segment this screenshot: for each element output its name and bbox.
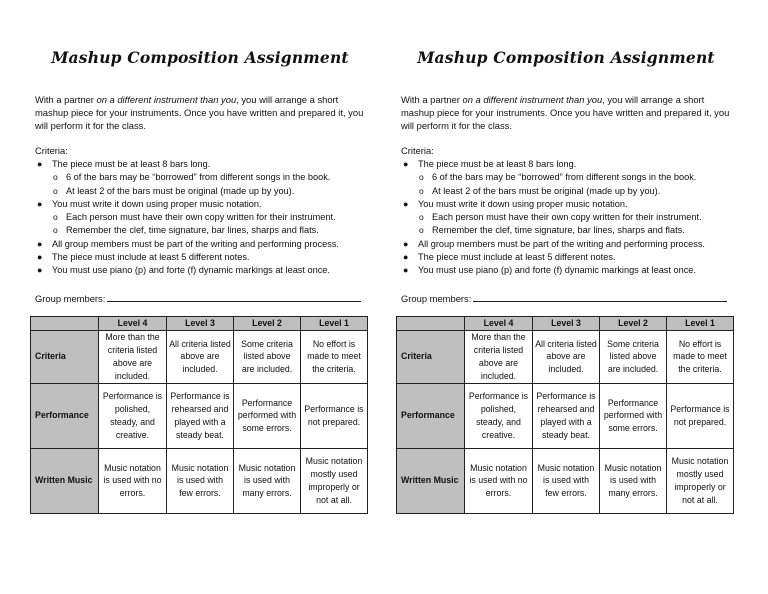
circle-bullet-icon: o — [53, 225, 58, 236]
rubric-cell: Performance is not prepared. — [301, 383, 368, 448]
rubric-table — [30, 316, 368, 514]
bullet-icon: ● — [37, 265, 43, 275]
rubric-header-level-3: Level 3 — [533, 317, 600, 331]
criteria-list — [401, 158, 737, 277]
criteria-subitem — [401, 211, 737, 224]
rubric-row-label: Performance — [397, 383, 465, 448]
rubric-header-level-1: Level 1 — [301, 317, 368, 331]
assignment-sheet-left — [30, 0, 370, 594]
rubric-cell: Performance is not prepared. — [667, 383, 734, 448]
circle-bullet-icon: o — [419, 212, 424, 222]
intro-text-end: , you will arrange a short mashup piece for your instruments. Once you have written and prepared it, you will perform it for the class. — [401, 94, 730, 132]
rubric-row-label: Performance — [31, 383, 99, 448]
rubric-table — [396, 316, 734, 514]
page-title: Mashup Composition Assignment — [417, 48, 715, 67]
bullet-icon: ● — [403, 238, 409, 249]
intro-text-start: With a partner — [35, 94, 97, 105]
rubric-row-performance — [31, 383, 368, 448]
rubric-header-row — [31, 317, 368, 331]
criteria-item — [401, 198, 737, 211]
criteria-item — [401, 158, 737, 171]
rubric-cell: Some criteria listed above are included. — [600, 330, 667, 383]
rubric-cell: Music notation is used with many errors. — [234, 448, 301, 513]
rubric-cell: No effort is made to meet the criteria. — [667, 330, 734, 383]
rubric-row-label: Criteria — [31, 330, 99, 383]
criteria-subitem-text: Remember the clef, time signature, bar lines, sharps and flats. — [66, 225, 319, 236]
rubric-cell: Performance is rehearsed and played with a steady beat. — [167, 383, 234, 448]
rubric-cell: Performance is polished, steady, and creative. — [99, 383, 167, 448]
bullet-icon: ● — [37, 198, 43, 209]
intro-paragraph — [35, 93, 369, 133]
intro-text-emphasis: on a different instrument than you — [462, 94, 603, 105]
intro-text-emphasis: on a different instrument than you — [96, 94, 237, 105]
circle-bullet-icon: o — [419, 225, 424, 236]
rubric-cell: All criteria listed above are included. — [533, 330, 600, 383]
rubric-row-label: Written Music — [31, 448, 99, 513]
criteria-item-text: You must write it down using proper music notation. — [418, 198, 628, 209]
assignment-sheet-right — [396, 0, 736, 594]
criteria-item-text: You must write it down using proper music notation. — [52, 198, 262, 209]
group-members-field — [35, 292, 361, 304]
rubric-header-level-4: Level 4 — [465, 317, 533, 331]
bullet-icon: ● — [403, 265, 409, 275]
rubric-cell: More than the criteria listed above are included. — [465, 330, 533, 383]
rubric-cell: More than the criteria listed above are included. — [99, 330, 167, 383]
circle-bullet-icon: o — [53, 212, 58, 222]
rubric-header-corner — [397, 317, 465, 331]
rubric-header-row — [397, 317, 734, 331]
circle-bullet-icon: o — [419, 185, 424, 196]
criteria-subitem-text: 6 of the bars may be “borrowed” from different songs in the book. — [432, 172, 697, 183]
criteria-subitem-text: At least 2 of the bars must be original (made up by you). — [432, 185, 661, 196]
intro-text-end: , you will arrange a short mashup piece for your instruments. Once you have written and prepared it, you will perform it for the class. — [35, 94, 364, 132]
group-members-label: Group members: — [401, 293, 472, 304]
circle-bullet-icon: o — [53, 185, 58, 196]
criteria-item-text: The piece must include at least 5 different notes. — [418, 251, 616, 262]
rubric-row-criteria — [31, 330, 368, 383]
criteria-heading: Criteria: — [35, 145, 68, 156]
criteria-subitem-text: At least 2 of the bars must be original (made up by you). — [66, 185, 295, 196]
rubric-header-level-1: Level 1 — [667, 317, 734, 331]
criteria-subitem — [401, 224, 737, 237]
rubric-header-corner — [31, 317, 99, 331]
criteria-item — [401, 238, 737, 251]
rubric-cell: Some criteria listed above are included. — [234, 330, 301, 383]
rubric-header-level-4: Level 4 — [99, 317, 167, 331]
criteria-subitem-text: 6 of the bars may be “borrowed” from different songs in the book. — [66, 172, 331, 183]
criteria-subitem — [35, 211, 371, 224]
criteria-item — [35, 264, 371, 277]
criteria-item — [401, 264, 737, 277]
criteria-subitem — [401, 171, 737, 184]
criteria-item-text: All group members must be part of the writing and performing process. — [52, 238, 339, 249]
group-members-blank-line[interactable] — [473, 292, 727, 302]
bullet-icon: ● — [403, 159, 409, 169]
criteria-item-text: You must use piano (p) and forte (f) dynamic markings at least once. — [52, 265, 330, 275]
group-members-blank-line[interactable] — [107, 292, 361, 302]
rubric-row-criteria — [397, 330, 734, 383]
rubric-cell: Music notation is used with few errors. — [167, 448, 234, 513]
rubric-cell: Music notation is used with many errors. — [600, 448, 667, 513]
criteria-item — [35, 238, 371, 251]
rubric-cell: Performance is polished, steady, and creative. — [465, 383, 533, 448]
group-members-field — [401, 292, 727, 304]
page-title: Mashup Composition Assignment — [51, 48, 349, 67]
criteria-item-text: The piece must be at least 8 bars long. — [418, 159, 577, 169]
criteria-subitem — [35, 224, 371, 237]
rubric-header-level-3: Level 3 — [167, 317, 234, 331]
criteria-item — [35, 251, 371, 264]
intro-paragraph — [401, 93, 735, 133]
rubric-cell: Music notation is used with no errors. — [465, 448, 533, 513]
bullet-icon: ● — [403, 251, 409, 262]
criteria-item — [35, 158, 371, 171]
criteria-item — [35, 198, 371, 211]
rubric-header-level-2: Level 2 — [234, 317, 301, 331]
rubric-cell: Music notation mostly used improperly or not at all. — [667, 448, 734, 513]
criteria-subitem-text: Each person must have their own copy written for their instrument. — [66, 212, 336, 222]
rubric-cell: Performance performed with some errors. — [234, 383, 301, 448]
rubric-header-level-2: Level 2 — [600, 317, 667, 331]
bullet-icon: ● — [403, 198, 409, 209]
criteria-item — [401, 251, 737, 264]
rubric-cell: Music notation is used with few errors. — [533, 448, 600, 513]
intro-text-start: With a partner — [401, 94, 463, 105]
bullet-icon: ● — [37, 159, 43, 169]
rubric-row-label: Criteria — [397, 330, 465, 383]
bullet-icon: ● — [37, 251, 43, 262]
bullet-icon: ● — [37, 238, 43, 249]
rubric-row-written-music — [397, 448, 734, 513]
rubric-cell: All criteria listed above are included. — [167, 330, 234, 383]
criteria-heading: Criteria: — [401, 145, 434, 156]
criteria-list — [35, 158, 371, 277]
group-members-label: Group members: — [35, 293, 106, 304]
criteria-item-text: The piece must include at least 5 different notes. — [52, 251, 250, 262]
criteria-subitem-text: Remember the clef, time signature, bar lines, sharps and flats. — [432, 225, 685, 236]
circle-bullet-icon: o — [53, 172, 58, 183]
rubric-cell: Performance performed with some errors. — [600, 383, 667, 448]
rubric-cell: Music notation mostly used improperly or not at all. — [301, 448, 368, 513]
criteria-subitem — [401, 185, 737, 198]
rubric-cell: Music notation is used with no errors. — [99, 448, 167, 513]
criteria-subitem — [35, 185, 371, 198]
rubric-cell: No effort is made to meet the criteria. — [301, 330, 368, 383]
rubric-row-written-music — [31, 448, 368, 513]
criteria-item-text: You must use piano (p) and forte (f) dynamic markings at least once. — [418, 265, 696, 275]
rubric-row-performance — [397, 383, 734, 448]
criteria-item-text: The piece must be at least 8 bars long. — [52, 159, 211, 169]
criteria-subitem-text: Each person must have their own copy written for their instrument. — [432, 212, 702, 222]
rubric-row-label: Written Music — [397, 448, 465, 513]
rubric-cell: Performance is rehearsed and played with a steady beat. — [533, 383, 600, 448]
circle-bullet-icon: o — [419, 172, 424, 183]
criteria-item-text: All group members must be part of the writing and performing process. — [418, 238, 705, 249]
criteria-subitem — [35, 171, 371, 184]
